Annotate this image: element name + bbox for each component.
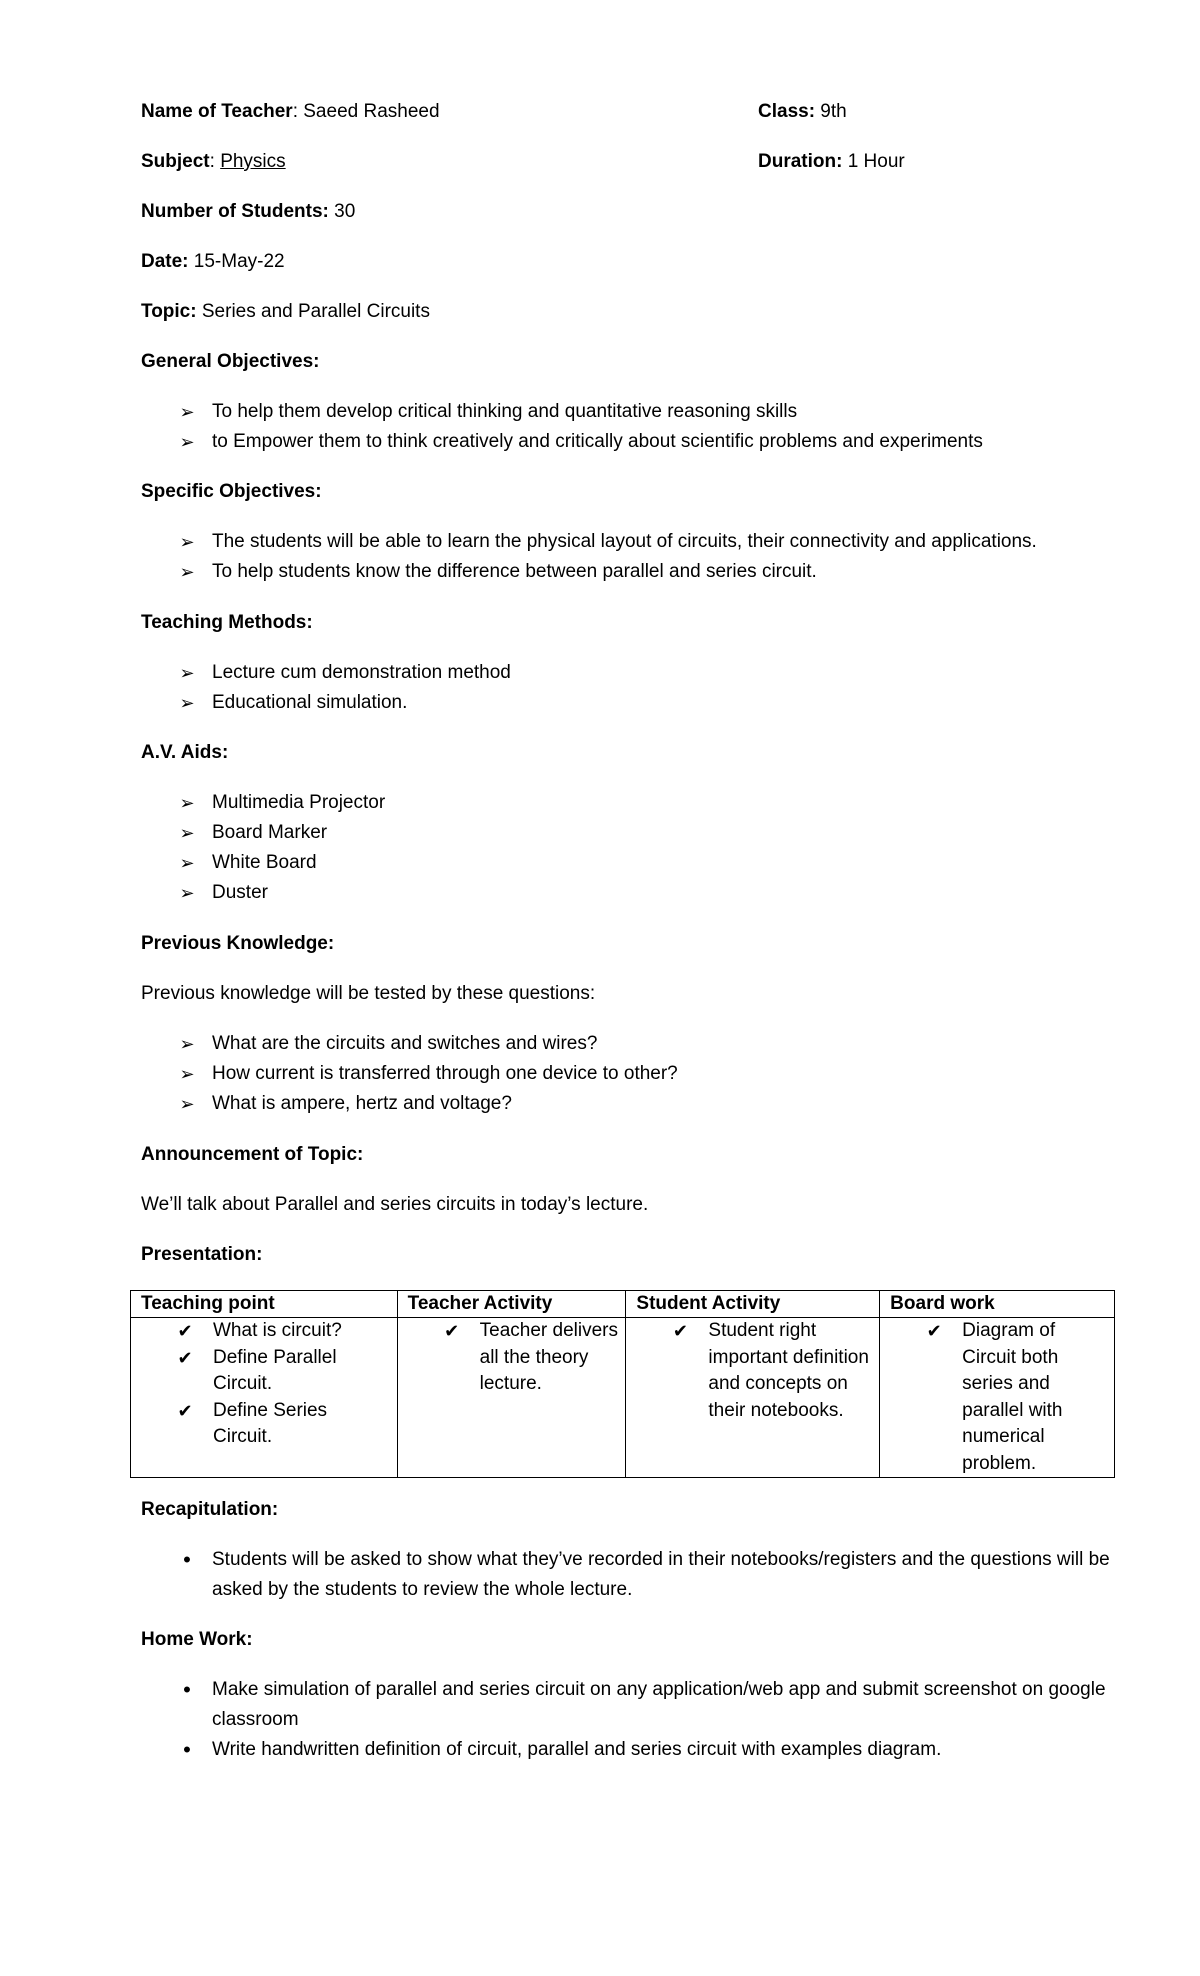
board-work-cell — [880, 1318, 1115, 1478]
teacher-row — [141, 97, 440, 127]
list-item — [141, 788, 1131, 818]
checkmark-icon: ✔ — [177, 1321, 193, 1341]
list-item-text: Student right important definition and concepts on their notebooks. — [708, 1320, 869, 1421]
list-item — [398, 1318, 620, 1398]
list-item-text: What are the circuits and switches and wires? — [212, 1033, 598, 1054]
arrow-bullet-icon: ➢ — [179, 432, 195, 452]
recapitulation-heading: Recapitulation: — [141, 1499, 279, 1520]
list-item-text: How current is transferred through one device to other? — [212, 1063, 678, 1084]
arrow-bullet-icon: ➢ — [179, 562, 195, 582]
dot-bullet-icon: • — [183, 1677, 191, 1702]
list-item-text: The students will be able to learn the physical layout of circuits, their connectivity and applications. — [212, 531, 1037, 552]
list-item-text: Make simulation of parallel and series circuit on any application/web app and submit screenshot on google classroom — [212, 1679, 1106, 1730]
list-item — [141, 688, 1131, 718]
column-header: Student Activity — [626, 1291, 880, 1318]
arrow-bullet-icon: ➢ — [179, 1034, 195, 1054]
arrow-bullet-icon: ➢ — [179, 693, 195, 713]
list-item — [141, 818, 1131, 848]
checkmark-icon: ✔ — [444, 1321, 460, 1341]
home-work-heading: Home Work: — [141, 1629, 253, 1650]
arrow-bullet-icon: ➢ — [179, 663, 195, 683]
arrow-bullet-icon: ➢ — [179, 823, 195, 843]
students-value: 30 — [328, 201, 356, 222]
table-header-row — [131, 1291, 1115, 1318]
dot-bullet-icon: • — [183, 1737, 191, 1762]
list-item — [141, 878, 1131, 908]
list-item-text: Define Series Circuit. — [213, 1399, 328, 1447]
list-item-text: to Empower them to think creatively and critically about scientific problems and experiments — [212, 431, 983, 452]
class-value: 9th — [815, 101, 847, 122]
general-objectives-heading: General Objectives: — [141, 351, 320, 372]
list-item — [626, 1318, 873, 1424]
list-item — [141, 1089, 1131, 1119]
duration-label: Duration: — [758, 151, 843, 172]
teaching-point-cell — [131, 1318, 398, 1478]
duration-value: 1 Hour — [842, 151, 905, 172]
class-row — [758, 97, 847, 127]
list-item — [131, 1398, 391, 1451]
table-row — [131, 1318, 1115, 1478]
list-item-text: Students will be asked to show what they’ve recorded in their notebooks/registers and the questions will be asked by the students to review the whole lecture. — [212, 1549, 1110, 1600]
previous-knowledge-heading: Previous Knowledge: — [141, 933, 335, 954]
list-item-text: Board Marker — [212, 822, 328, 843]
list-item — [131, 1345, 391, 1398]
date-value: 15-May-22 — [188, 251, 285, 272]
arrow-bullet-icon: ➢ — [179, 883, 195, 903]
checkmark-icon: ✔ — [177, 1347, 193, 1368]
list-item-text: What is circuit? — [213, 1320, 342, 1341]
list-item-text: What is ampere, hertz and voltage? — [212, 1093, 512, 1114]
list-item — [141, 1735, 1131, 1765]
list-item-text: Educational simulation. — [212, 692, 408, 713]
list-item — [141, 557, 1131, 587]
teacher-label: Name of Teacher — [141, 101, 293, 122]
list-item-text: Teacher delivers all the theory lecture. — [479, 1320, 618, 1394]
checkmark-icon: ✔ — [177, 1400, 193, 1421]
subject-colon: : — [209, 151, 221, 172]
list-item — [141, 427, 1131, 457]
column-header: Teacher Activity — [397, 1291, 626, 1318]
announcement-heading: Announcement of Topic: — [141, 1144, 364, 1165]
students-label: Number of Students: — [141, 201, 329, 222]
list-item-text: To help students know the difference between parallel and series circuit. — [212, 561, 817, 582]
previous-knowledge-intro: Previous knowledge will be tested by these questions: — [141, 983, 596, 1004]
class-label: Class: — [758, 101, 816, 122]
checkmark-icon: ✔ — [672, 1321, 688, 1341]
teaching-methods-heading: Teaching Methods: — [141, 612, 313, 633]
teaching-methods-list — [141, 658, 1131, 718]
av-aids-list — [141, 788, 1131, 908]
date-label: Date: — [141, 251, 189, 272]
home-work-list — [141, 1675, 1131, 1765]
column-header: Teaching point — [131, 1291, 398, 1318]
presentation-heading: Presentation: — [141, 1244, 263, 1265]
announcement-text: We’ll talk about Parallel and series circuits in today’s lecture. — [141, 1194, 649, 1215]
duration-row — [758, 147, 905, 177]
list-item — [141, 1029, 1131, 1059]
list-item — [880, 1318, 1108, 1477]
list-item-text: To help them develop critical thinking and quantitative reasoning skills — [212, 401, 798, 422]
list-item-text: Define Parallel Circuit. — [213, 1346, 337, 1394]
list-item — [141, 1059, 1131, 1089]
teacher-activity-cell — [397, 1318, 626, 1478]
topic-label: Topic: — [141, 301, 197, 322]
column-header: Board work — [880, 1291, 1115, 1318]
list-item — [131, 1318, 391, 1345]
general-objectives-list — [141, 397, 1131, 457]
students-row — [141, 197, 355, 227]
list-item — [141, 527, 1131, 557]
list-item — [141, 1545, 1131, 1605]
list-item-text: Duster — [212, 882, 268, 903]
arrow-bullet-icon: ➢ — [179, 532, 195, 552]
dot-bullet-icon: • — [183, 1547, 191, 1572]
list-item-text: Write handwritten definition of circuit, parallel and series circuit with examples diagram. — [212, 1739, 942, 1760]
list-item — [141, 1675, 1131, 1735]
list-item — [141, 658, 1131, 688]
specific-objectives-list — [141, 527, 1131, 587]
specific-objectives-heading: Specific Objectives: — [141, 481, 322, 502]
arrow-bullet-icon: ➢ — [179, 402, 195, 422]
topic-value: Series and Parallel Circuits — [196, 301, 430, 322]
list-item — [141, 397, 1131, 427]
subject-row — [141, 147, 286, 177]
previous-knowledge-list — [141, 1029, 1131, 1119]
arrow-bullet-icon: ➢ — [179, 1094, 195, 1114]
list-item-text: White Board — [212, 852, 317, 873]
list-item — [141, 848, 1131, 878]
arrow-bullet-icon: ➢ — [179, 793, 195, 813]
arrow-bullet-icon: ➢ — [179, 853, 195, 873]
list-item-text: Lecture cum demonstration method — [212, 662, 511, 683]
list-item-text: Multimedia Projector — [212, 792, 386, 813]
checkmark-icon: ✔ — [926, 1321, 942, 1341]
presentation-table — [130, 1290, 1115, 1478]
list-item-text: Diagram of Circuit both series and parallel with numerical problem. — [962, 1320, 1063, 1474]
subject-value: Physics — [220, 151, 286, 172]
arrow-bullet-icon: ➢ — [179, 1064, 195, 1084]
av-aids-heading: A.V. Aids: — [141, 742, 229, 763]
student-activity-cell — [626, 1318, 880, 1478]
subject-label: Subject — [141, 151, 210, 172]
recapitulation-list — [141, 1545, 1131, 1605]
date-row — [141, 247, 285, 277]
topic-row — [141, 297, 430, 327]
teacher-value: : Saeed Rasheed — [292, 101, 440, 122]
